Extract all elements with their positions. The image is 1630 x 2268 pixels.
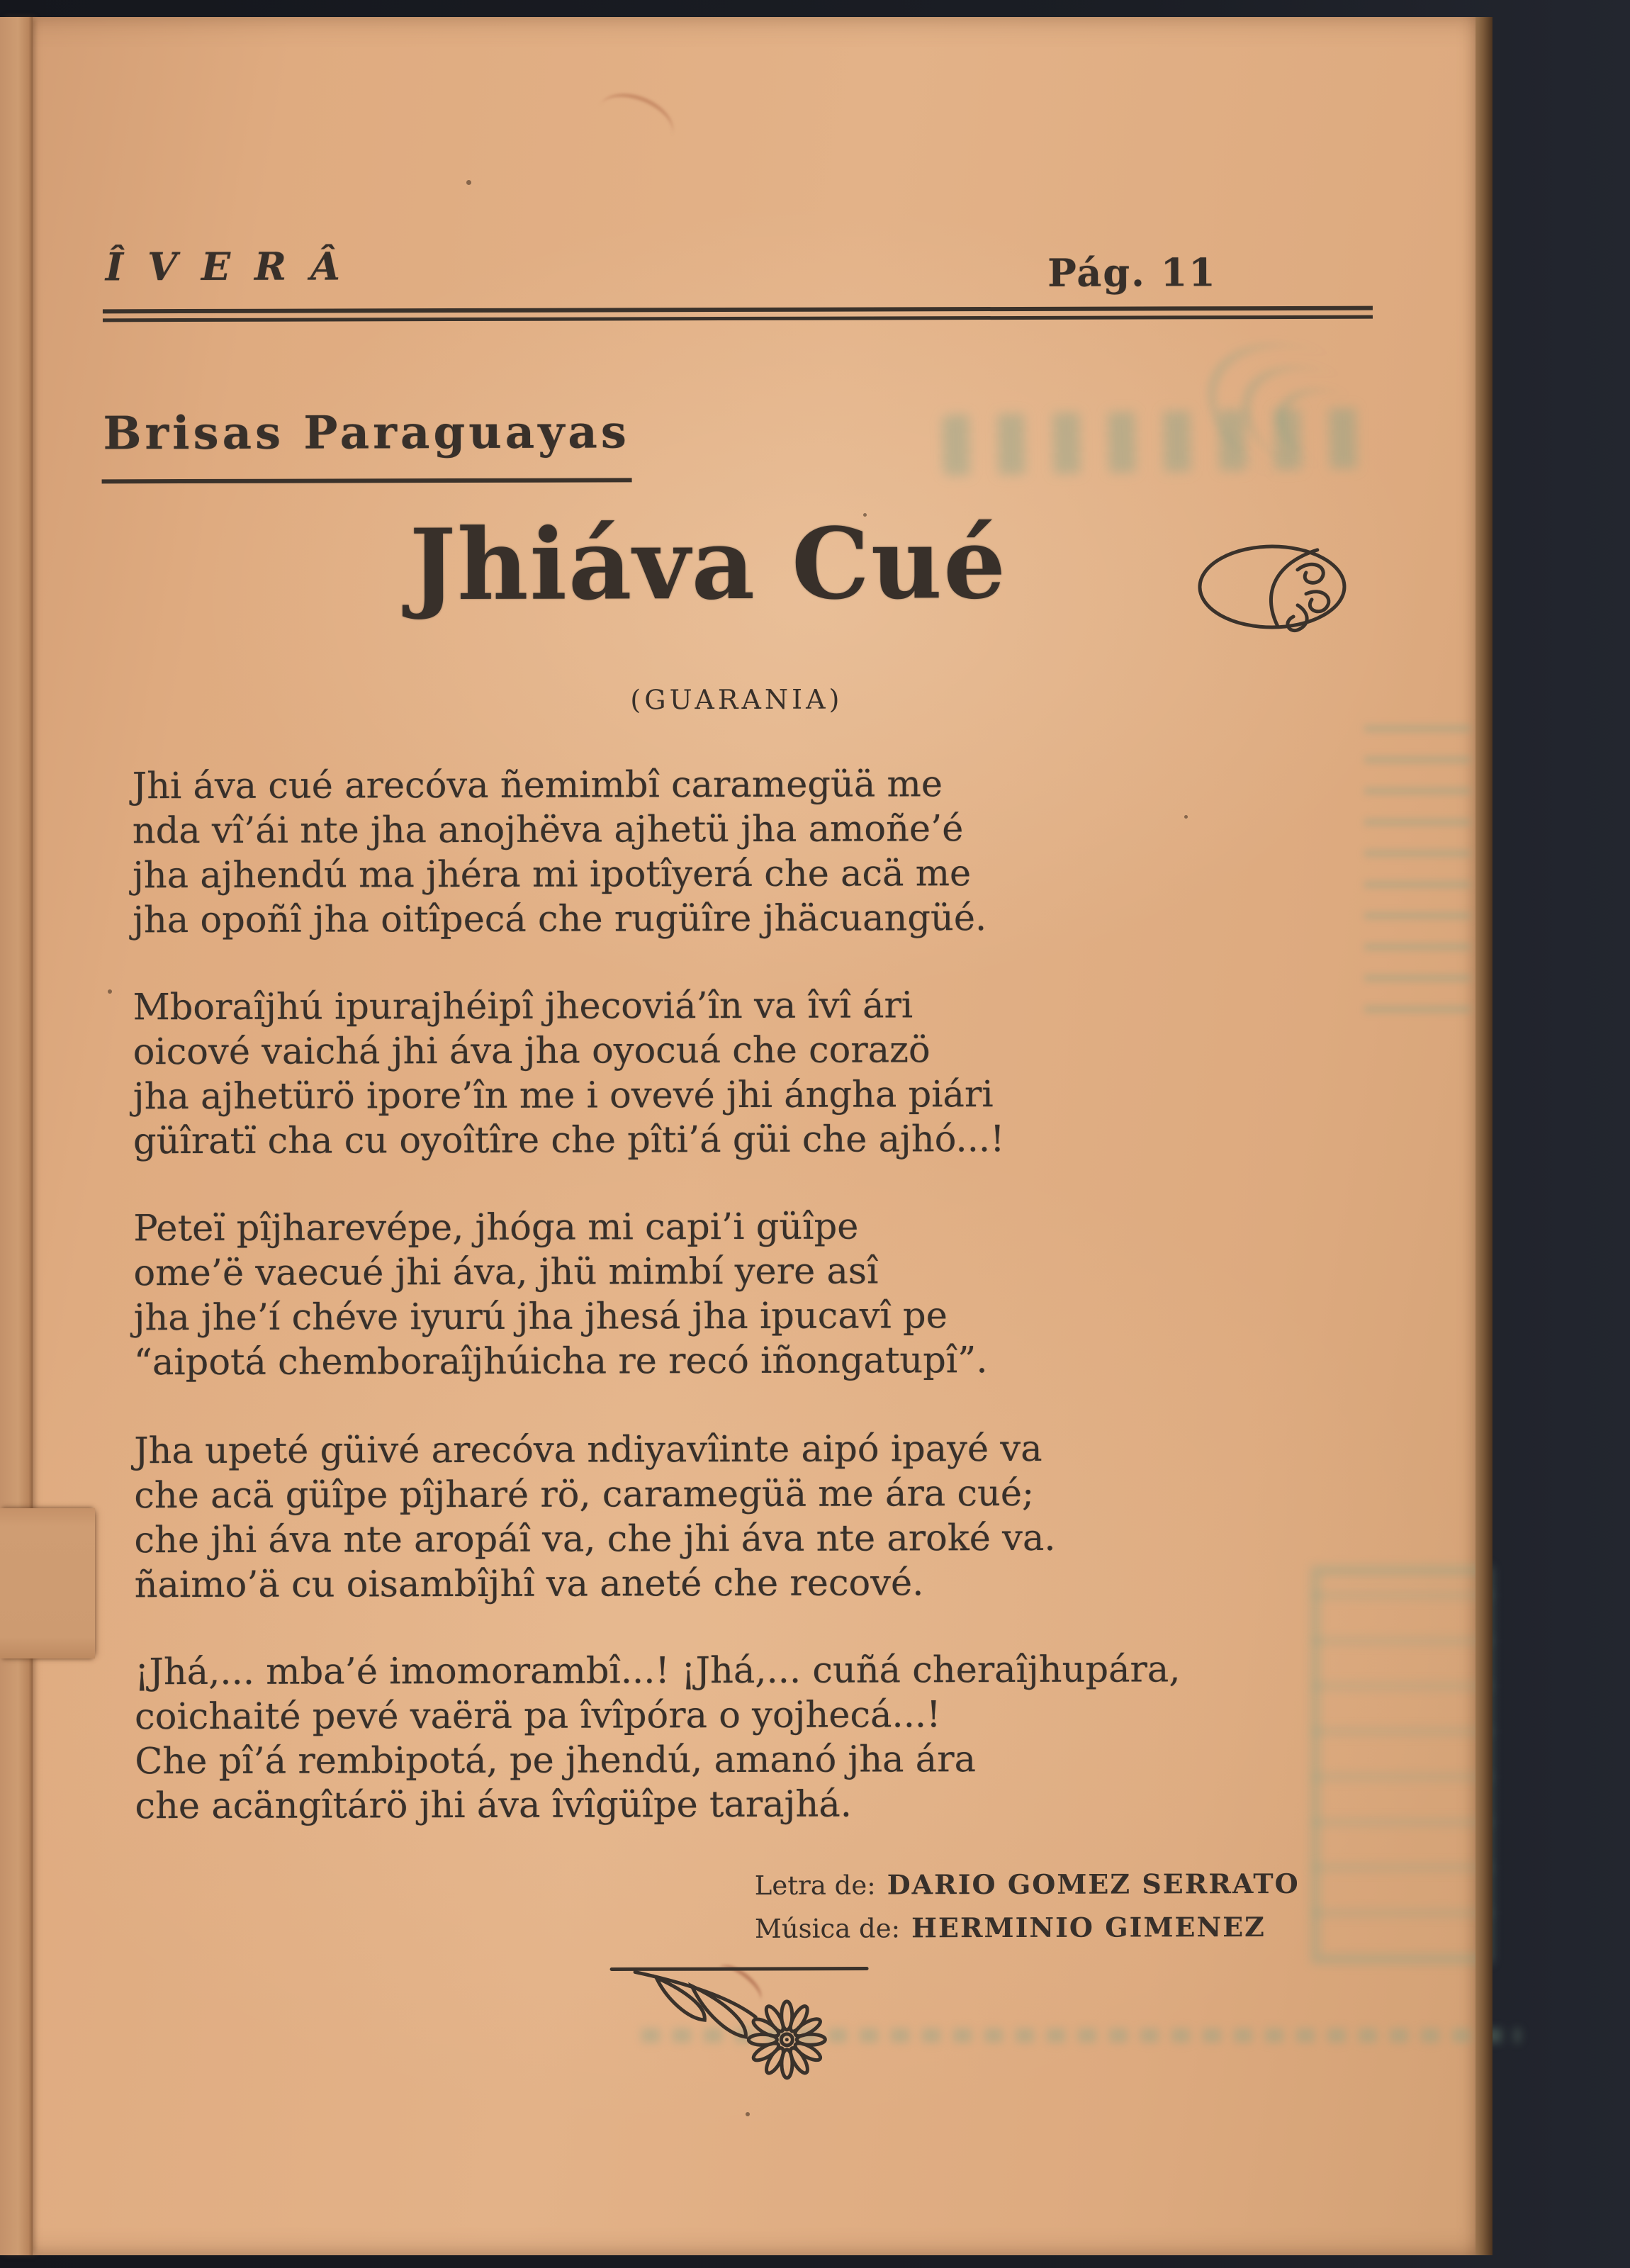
song-title: Jhiáva Cué [409, 505, 1008, 623]
poem-line: che acängîtárö jhi áva îvîgüîpe tarajhá. [135, 1783, 852, 1828]
stanza [133, 1204, 987, 1385]
section-underline [102, 478, 632, 483]
poem-line: che jhi áva nte aropáî va, che jhi áva nte aroké va. [134, 1517, 1056, 1562]
composer-name: HERMINIO GIMENEZ [911, 1911, 1266, 1944]
poem-line: jha opoñî jha oitîpecá che rugüîre jhäcuangüé. [133, 897, 987, 942]
genre-label: (GUARANIA) [630, 683, 843, 716]
poem-line: jha ajhendú ma jhéra mi ipotîyerá che acä me [132, 853, 972, 897]
daisy-fleuron-icon [601, 1960, 878, 2109]
poem-line: ¡Jhá,... mba’é imomorambî...! ¡Jhá,... cuñá cheraîjhupára, [134, 1649, 1181, 1694]
poem-line: nda vî’ái nte jha anojhëva ajhetü jha amoñe’é [132, 808, 964, 853]
poem-line: jha jhe’í chéve iyurú jha jhesá jha ipucavî pe [133, 1295, 948, 1340]
page-number: Pág. 11 [1047, 249, 1217, 296]
flourish-ornament-icon [1193, 533, 1353, 643]
credits [755, 1863, 1300, 1950]
stanza [133, 983, 1004, 1164]
poem-line: Che pî’á rembipotá, pe jhendú, amanó jha ára [135, 1739, 977, 1783]
poem-line: jha ajhetürö ipore’în me i ovevé jhi ángha piári [133, 1074, 994, 1118]
journal-title: ÎVERÂ [105, 243, 364, 290]
poem-line: oicové vaichá jhi áva jha oyocuá che corazö [133, 1029, 931, 1074]
poem-line: güîratï cha cu oyoîtîre che pîti’á güi che ajhó...! [133, 1118, 1005, 1163]
section-title: Brisas Paraguayas [103, 405, 630, 461]
poem-line: ome’ë vaecué jhi áva, jhü mimbí yere asî [133, 1250, 879, 1295]
poem-line: coichaité pevé vaërä pa îvîpóra o yojhecá...! [135, 1694, 941, 1739]
poem-line: che acä güîpe pîjharé rö, caramegüä me ára cué; [134, 1472, 1035, 1517]
stanza [135, 1647, 1181, 1829]
poem-line: “aipotá chemboraîjhúicha re recó iñongatupî”. [133, 1340, 988, 1384]
poem-line: Jha upeté güivé arecóva ndiyavîinte aipó ipayé va [134, 1427, 1042, 1473]
header-rule [103, 306, 1373, 314]
credit-label: Letra de: [754, 1870, 876, 1901]
credit-label: Música de: [754, 1913, 901, 1944]
stanza [133, 762, 987, 943]
credit-line [755, 1863, 1300, 1907]
lyricist-name: DARIO GOMEZ SERRATO [887, 1867, 1300, 1901]
poem-line: Peteï pîjharevépe, jhóga mi capi’i güîpe [133, 1206, 859, 1250]
poem-line: Mboraîjhú ipurajhéipî jhecoviá’în va îvî ári [133, 984, 914, 1029]
stanza [134, 1427, 1056, 1607]
page-edge [1476, 17, 1493, 2255]
poem-line: Jhi áva cué arecóva ñemimbî caramegüä me [132, 763, 943, 808]
poem-line: ñaimo’ä cu oisambîjhî va aneté che recové. [134, 1562, 924, 1607]
header-rule [103, 315, 1373, 322]
printed-content [0, 15, 1478, 2257]
paper [0, 17, 1476, 2255]
credit-line [755, 1906, 1300, 1950]
